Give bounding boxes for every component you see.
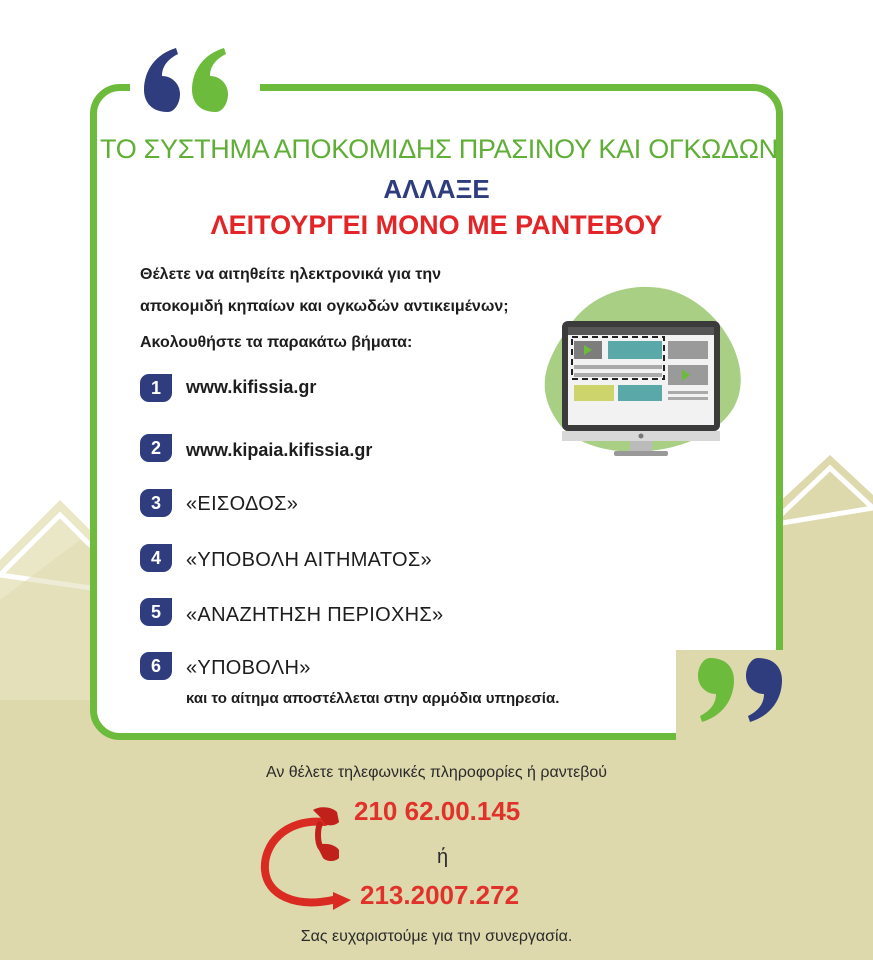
contact-intro: Αν θέλετε τηλεφωνικές πληροφορίες ή ραντεβού — [265, 764, 608, 781]
computer-monitor-icon — [530, 285, 750, 465]
heading-line2: ΑΛΛΑΞΕ — [383, 174, 490, 204]
intro-line2: αποκομιδή κηπαίων και ογκωδών αντικειμένων; — [140, 298, 509, 315]
step-number: 6 — [140, 652, 172, 680]
or-label: ή — [437, 846, 449, 868]
heading-line1: ΤΟ ΣΥΣΤΗΜΑ ΑΠΟΚΟΜΙΔΗΣ ΠΡΑΣΙΝΟΥ ΚΑΙ ΟΓΚΩΔΩΝ — [100, 134, 778, 164]
step-number: 1 — [140, 374, 172, 402]
step-subtext: και το αίτημα αποστέλλεται στην αρμόδια υπηρεσία. — [186, 690, 560, 707]
quote-open-icon — [130, 40, 260, 120]
phone-number-secondary[interactable]: 213.2007.272 — [360, 880, 520, 910]
intro-line1: Θέλετε να αιτηθείτε ηλεκτρονικά για την — [140, 266, 442, 283]
thanks-text: Σας ευχαριστούμε για την συνεργασία. — [300, 928, 573, 945]
phone-number-primary[interactable]: 210 62.00.145 — [354, 796, 521, 826]
step-number: 4 — [140, 544, 172, 572]
step-link-kifissia[interactable]: www.kifissia.gr — [186, 377, 317, 397]
intro-line3: Ακολουθήστε τα παρακάτω βήματα: — [140, 334, 413, 351]
step-text: «ΑΝΑΖΗΤΗΣΗ ΠΕΡΙΟΧΗΣ» — [186, 604, 444, 626]
heading-line3: ΛΕΙΤΟΥΡΓΕΙ ΜΟΝΟ ΜΕ ΡΑΝΤΕΒΟΥ — [210, 210, 663, 240]
step-text: «ΕΙΣΟΔΟΣ» — [186, 493, 299, 515]
step-number: 2 — [140, 434, 172, 462]
telephone-icon — [255, 800, 355, 920]
step-number: 3 — [140, 489, 172, 517]
step-link-kipaia[interactable]: www.kipaia.kifissia.gr — [186, 440, 373, 460]
quote-close-icon — [680, 650, 790, 740]
step-text: «ΥΠΟΒΟΛΗ» — [186, 657, 311, 679]
step-text: «ΥΠΟΒΟΛΗ ΑΙΤΗΜΑΤΟΣ» — [186, 549, 432, 571]
step-number: 5 — [140, 598, 172, 626]
